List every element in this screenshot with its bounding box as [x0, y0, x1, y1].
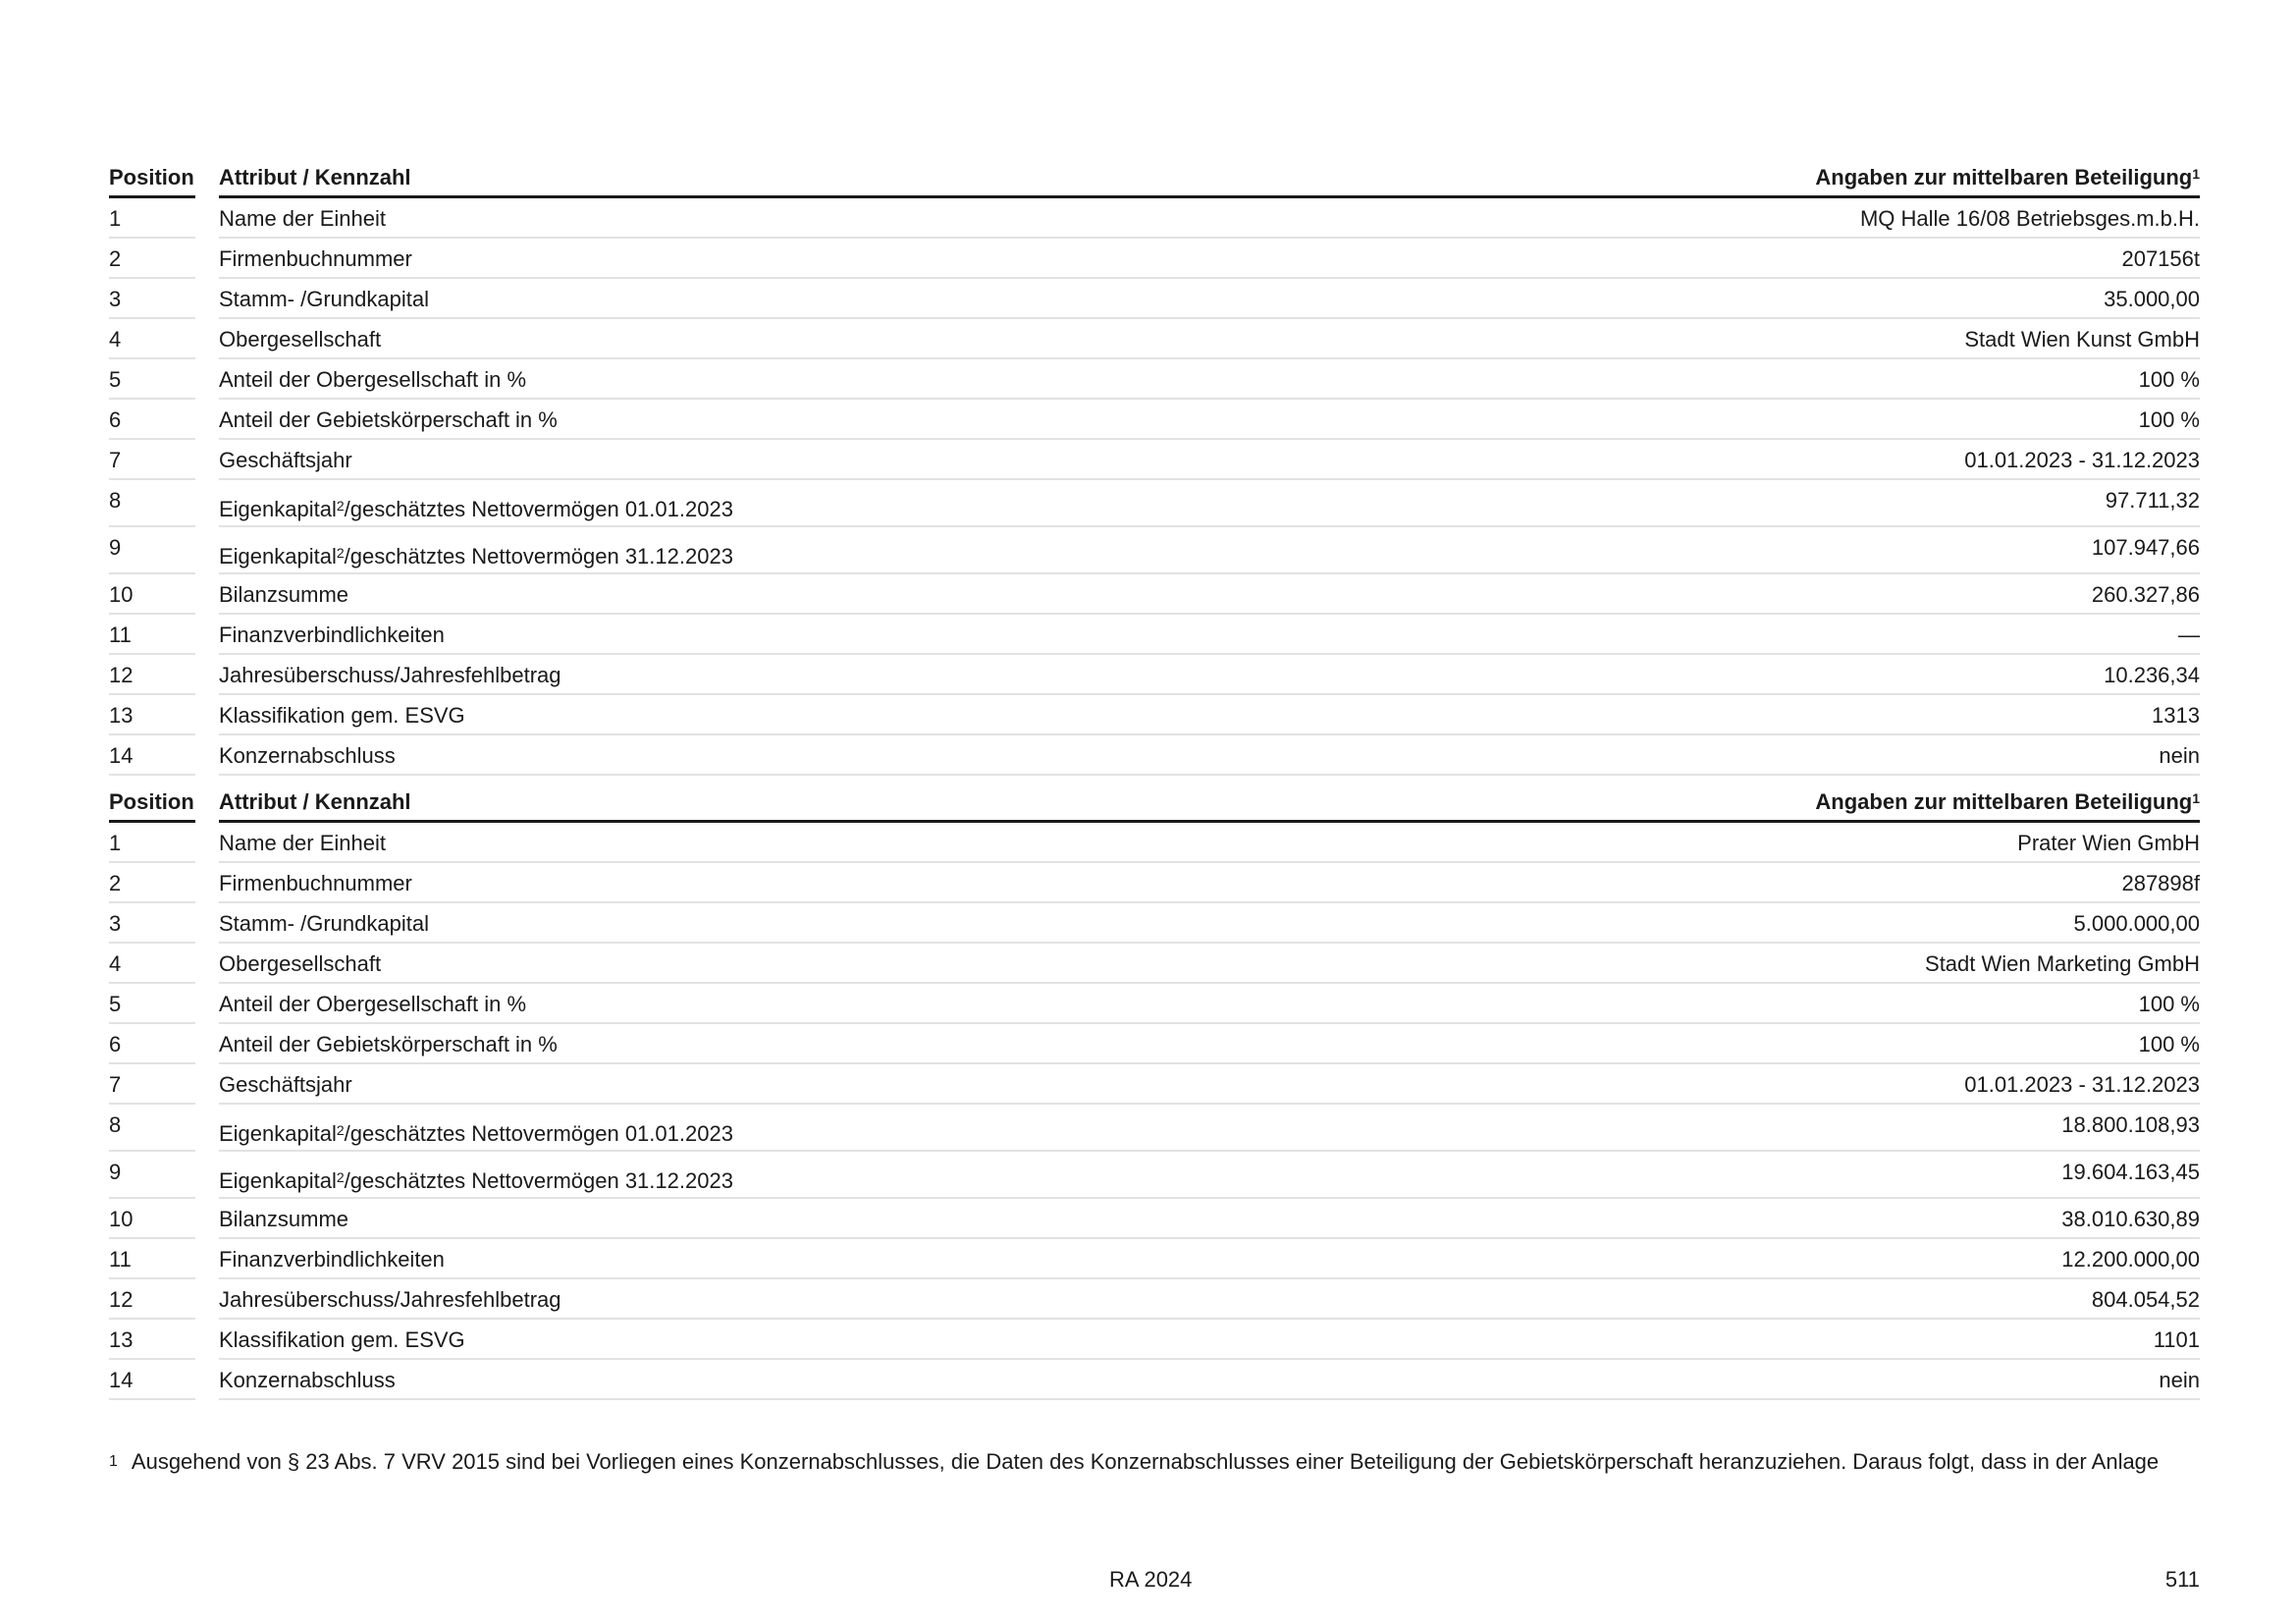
- row-value: 01.01.2023 - 31.12.2023: [1964, 448, 2200, 472]
- row-value: 12.200.000,00: [2061, 1247, 2200, 1272]
- table-row: [109, 1279, 2200, 1320]
- row-value: 19.604.163,45: [2061, 1160, 2200, 1184]
- row-value: 260.327,86: [2091, 582, 2200, 607]
- row-attribute: Obergesellschaft: [219, 951, 382, 976]
- table-row: [109, 823, 2200, 863]
- table-row: [109, 198, 2200, 239]
- row-attribute: Name der Einheit: [219, 206, 386, 231]
- row-position: 4: [109, 327, 122, 352]
- row-value: 287898f: [2121, 871, 2200, 895]
- header-position: Position: [109, 165, 194, 189]
- row-attribute: Konzernabschluss: [219, 743, 396, 768]
- row-attribute-footnote-ref: 2: [336, 1122, 345, 1138]
- row-attribute: [219, 497, 853, 522]
- row-attribute: Geschäftsjahr: [219, 448, 352, 472]
- row-position: 8: [109, 488, 122, 513]
- row-position: 10: [109, 582, 133, 607]
- row-attribute: Bilanzsumme: [219, 1207, 349, 1231]
- header-value-footnote-ref: 1: [2192, 790, 2200, 806]
- row-position: 4: [109, 951, 122, 976]
- row-position: 8: [109, 1112, 122, 1137]
- row-value: nein: [2159, 1368, 2200, 1392]
- row-attribute-text-rest: /geschätztes Nettovermögen 31.12.2023: [344, 1168, 733, 1193]
- row-rule: [109, 1398, 195, 1400]
- table-row: [109, 735, 2200, 776]
- table-row: [109, 279, 2200, 319]
- row-value: 5.000.000,00: [2073, 911, 2200, 936]
- row-attribute: Klassifikation gem. ESVG: [219, 703, 465, 728]
- row-position: 14: [109, 743, 133, 768]
- row-value: 38.010.630,89: [2061, 1207, 2200, 1231]
- table-row: [109, 574, 2200, 615]
- row-value: 35.000,00: [2104, 287, 2200, 311]
- table-row: [109, 440, 2200, 480]
- row-value: 18.800.108,93: [2061, 1112, 2200, 1137]
- table-row: [109, 615, 2200, 655]
- row-position: 12: [109, 1287, 133, 1312]
- row-rule: [767, 1398, 2200, 1400]
- row-value: MQ Halle 16/08 Betriebsges.m.b.H.: [1859, 206, 2200, 231]
- table-row: [109, 319, 2200, 359]
- row-position: 1: [109, 831, 122, 855]
- table-row: [109, 984, 2200, 1024]
- row-attribute: Finanzverbindlichkeiten: [219, 623, 445, 647]
- row-attribute: Konzernabschluss: [219, 1368, 396, 1392]
- row-position: 13: [109, 703, 133, 728]
- row-value: 97.711,32: [2105, 488, 2200, 513]
- row-position: 3: [109, 911, 122, 936]
- header-value-text: Angaben zur mittelbaren Beteiligung: [1815, 789, 2193, 814]
- header-value: [767, 165, 2200, 190]
- row-position: 2: [109, 871, 122, 895]
- row-value: 107.947,66: [2091, 535, 2200, 560]
- row-attribute-text-rest: /geschätztes Nettovermögen 01.01.2023: [344, 497, 733, 521]
- row-position: 2: [109, 246, 122, 271]
- page-number: 511: [2164, 1567, 2200, 1592]
- row-position: 5: [109, 367, 122, 392]
- header-attribute: Attribut / Kennzahl: [219, 789, 411, 814]
- row-position: 13: [109, 1327, 133, 1352]
- row-attribute: [219, 1168, 853, 1194]
- row-attribute: Anteil der Obergesellschaft in %: [219, 992, 527, 1016]
- row-position: 12: [109, 663, 133, 687]
- table-row: [109, 1105, 2200, 1152]
- row-value: Stadt Wien Marketing GmbH: [1925, 951, 2200, 976]
- row-attribute-text: Eigenkapital: [219, 497, 337, 521]
- table-row: [109, 655, 2200, 695]
- row-attribute-footnote-ref: 2: [336, 498, 345, 514]
- table-header: [109, 157, 2200, 198]
- footnote-text: Ausgehend von § 23 Abs. 7 VRV 2015 sind bei Vorliegen eines Konzernabschlusses, die Daten des Konzernabschlusses einer Beteiligung der Gebietskörperschaft heranzuziehen. Daraus folgt, dass in der Anlage: [131, 1449, 2160, 1474]
- participation-table-1: [109, 157, 2200, 776]
- row-attribute: Anteil der Obergesellschaft in %: [219, 367, 527, 392]
- row-position: 6: [109, 1032, 122, 1056]
- row-value: 100 %: [2138, 1032, 2200, 1056]
- row-attribute-text: Eigenkapital: [219, 544, 337, 568]
- row-position: 10: [109, 1207, 133, 1231]
- row-attribute: [219, 1121, 853, 1147]
- row-rule: [219, 774, 853, 776]
- header-value-text: Angaben zur mittelbaren Beteiligung: [1815, 165, 2193, 189]
- row-position: 7: [109, 448, 122, 472]
- row-attribute-text-rest: /geschätztes Nettovermögen 01.01.2023: [344, 1121, 733, 1146]
- table-row: [109, 944, 2200, 984]
- table-row: [109, 1152, 2200, 1199]
- footnote-mark: 1: [109, 1453, 118, 1470]
- footnote: [109, 1449, 2159, 1475]
- header-value-footnote-ref: 1: [2192, 166, 2200, 182]
- participation-table-2: [109, 782, 2200, 1400]
- row-value: 1101: [2153, 1327, 2200, 1352]
- row-position: 7: [109, 1072, 122, 1097]
- row-position: 14: [109, 1368, 133, 1392]
- row-rule: [109, 774, 195, 776]
- header-value: [767, 789, 2200, 815]
- row-position: 6: [109, 407, 122, 432]
- row-attribute: Geschäftsjahr: [219, 1072, 352, 1097]
- row-attribute: [219, 544, 853, 569]
- table-row: [109, 480, 2200, 527]
- table-row: [109, 1360, 2200, 1400]
- table-row: [109, 527, 2200, 574]
- row-rule: [219, 1398, 853, 1400]
- row-attribute-text: Eigenkapital: [219, 1121, 337, 1146]
- row-attribute: Stamm- /Grundkapital: [219, 287, 429, 311]
- row-attribute-text-rest: /geschätztes Nettovermögen 31.12.2023: [344, 544, 733, 568]
- row-position: 3: [109, 287, 122, 311]
- table-row: [109, 1024, 2200, 1064]
- row-attribute: Firmenbuchnummer: [219, 871, 412, 895]
- table-row: [109, 359, 2200, 400]
- row-value: 207156t: [2121, 246, 2200, 271]
- row-value: 100 %: [2138, 407, 2200, 432]
- row-position: 11: [109, 1247, 132, 1272]
- row-value: —: [2178, 623, 2200, 647]
- row-value: 10.236,34: [2104, 663, 2200, 687]
- row-value: 01.01.2023 - 31.12.2023: [1964, 1072, 2200, 1097]
- row-attribute: Obergesellschaft: [219, 327, 382, 352]
- table-row: [109, 1064, 2200, 1105]
- row-attribute-footnote-ref: 2: [336, 1169, 345, 1185]
- row-value: 100 %: [2138, 367, 2200, 392]
- row-position: 9: [109, 535, 122, 560]
- table-row: [109, 863, 2200, 903]
- table-row: [109, 239, 2200, 279]
- row-attribute: Anteil der Gebietskörperschaft in %: [219, 407, 558, 432]
- table-row: [109, 695, 2200, 735]
- header-position: Position: [109, 789, 194, 814]
- row-attribute-footnote-ref: 2: [336, 545, 345, 561]
- table-row: [109, 1320, 2200, 1360]
- footer-report-label: RA 2024: [1109, 1567, 1193, 1592]
- row-position: 11: [109, 623, 132, 647]
- row-attribute: Jahresüberschuss/Jahresfehlbetrag: [219, 1287, 561, 1312]
- row-value: 100 %: [2138, 992, 2200, 1016]
- row-attribute: Finanzverbindlichkeiten: [219, 1247, 445, 1272]
- row-attribute: Firmenbuchnummer: [219, 246, 412, 271]
- row-attribute: Name der Einheit: [219, 831, 386, 855]
- row-attribute: Stamm- /Grundkapital: [219, 911, 429, 936]
- row-value: 1313: [2152, 703, 2200, 728]
- row-value: 804.054,52: [2091, 1287, 2200, 1312]
- row-attribute: Anteil der Gebietskörperschaft in %: [219, 1032, 558, 1056]
- row-rule: [767, 774, 2200, 776]
- table-row: [109, 400, 2200, 440]
- row-attribute: Bilanzsumme: [219, 582, 349, 607]
- row-value: nein: [2159, 743, 2200, 768]
- table-header: [109, 782, 2200, 823]
- header-attribute: Attribut / Kennzahl: [219, 165, 411, 189]
- row-attribute: Jahresüberschuss/Jahresfehlbetrag: [219, 663, 561, 687]
- table-row: [109, 903, 2200, 944]
- table-row: [109, 1199, 2200, 1239]
- row-value: Prater Wien GmbH: [2017, 831, 2200, 855]
- row-position: 5: [109, 992, 122, 1016]
- table-row: [109, 1239, 2200, 1279]
- row-attribute-text: Eigenkapital: [219, 1168, 337, 1193]
- row-position: 9: [109, 1160, 122, 1184]
- row-attribute: Klassifikation gem. ESVG: [219, 1327, 465, 1352]
- row-value: Stadt Wien Kunst GmbH: [1964, 327, 2200, 352]
- row-position: 1: [109, 206, 122, 231]
